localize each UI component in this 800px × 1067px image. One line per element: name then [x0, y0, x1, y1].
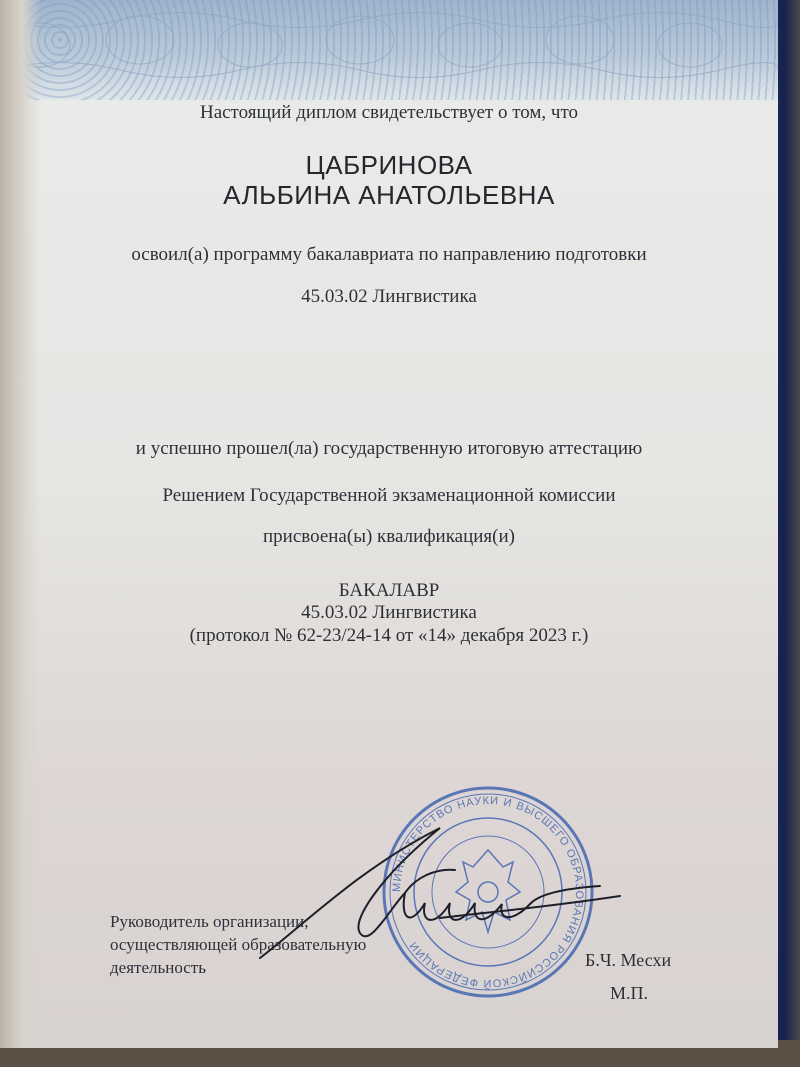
- signatory-role-line2: осуществляющей образовательную: [110, 935, 367, 954]
- guilloche-ornament-icon: [0, 0, 778, 100]
- seal-place-label: М.П.: [610, 983, 649, 1003]
- qualification-program: 45.03.02 Лингвистика: [301, 602, 477, 623]
- guilloche-pattern-band: [0, 0, 778, 100]
- graduate-given-names: АЛЬБИНА АНАТОЛЬЕВНА: [223, 180, 555, 210]
- qualification-title: БАКАЛАВР: [338, 580, 440, 601]
- graduate-surname: ЦАБРИНОВА: [305, 150, 473, 180]
- program-intro: освоил(а) программу бакалавриата по направлению подготовки: [131, 244, 647, 265]
- diploma-intro: Настоящий диплом свидетельствует о том, что: [199, 102, 579, 123]
- qualification-assigned-text: присвоена(ы) квалификация(и): [262, 526, 515, 547]
- handwritten-signature-icon: [240, 808, 640, 978]
- signatory-name: Б.Ч. Месхи: [585, 950, 672, 970]
- protocol-reference: (протокол № 62-23/24-14 от «14» декабря 2023 г.): [189, 625, 589, 646]
- signatory-role-line3: деятельность: [110, 958, 206, 977]
- commission-decision: Решением Государственной экзаменационной комиссии: [162, 485, 616, 506]
- attestation-text: и успешно прошел(ла) государственную итоговую аттестацию: [135, 438, 643, 459]
- program-code: 45.03.02 Лингвистика: [301, 286, 477, 307]
- signatory-role-line1: Руководитель организации,: [110, 912, 309, 931]
- seal-ring-text: МИНИСТЕРСТВО НАУКИ И ВЫСШЕГО ОБРАЗОВАНИЯ РОССИЙСКОЙ ФЕДЕРАЦИИ: [390, 794, 586, 990]
